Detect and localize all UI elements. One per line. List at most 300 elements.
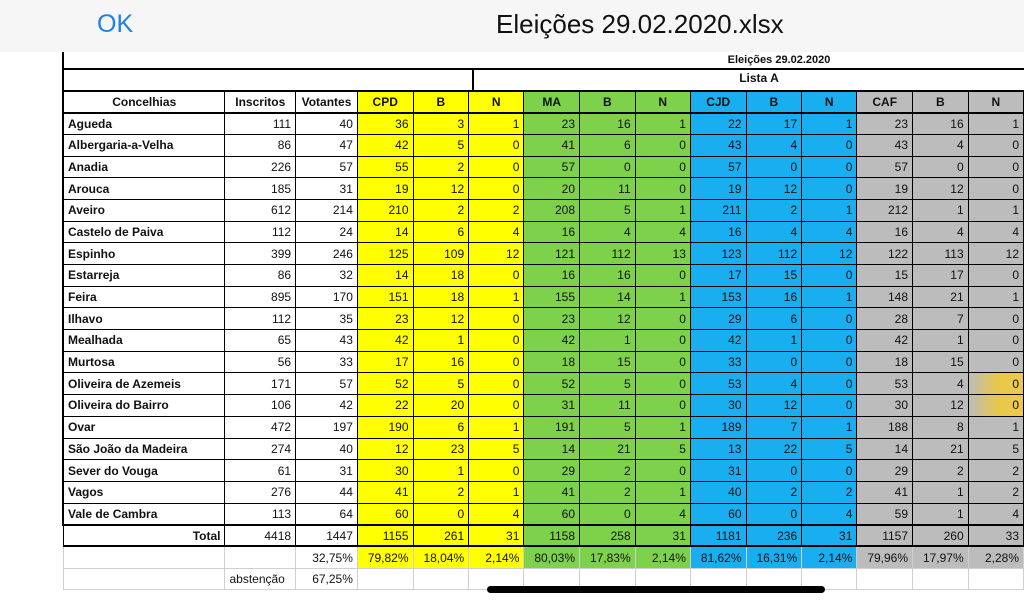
cell-ma[interactable]: 41 xyxy=(524,134,580,156)
cell-cpd-b[interactable]: 3 xyxy=(413,113,469,135)
cell-cpd-b[interactable]: 6 xyxy=(413,221,469,243)
cell-cpd-n[interactable]: 0 xyxy=(469,460,524,482)
concelhia-name[interactable]: Vagos xyxy=(63,481,225,503)
cell-cjd[interactable]: 13 xyxy=(690,438,746,460)
cell-cjd-n[interactable]: 1 xyxy=(802,199,857,221)
cell-caf-b[interactable]: 1 xyxy=(913,481,969,503)
cell-ma[interactable]: 191 xyxy=(524,416,580,438)
cell-cpd-n[interactable]: 0 xyxy=(469,156,524,178)
cell-caf-b[interactable]: 1 xyxy=(913,330,969,352)
header-cpd-b[interactable]: B xyxy=(413,91,469,113)
cell-ma-b[interactable]: 5 xyxy=(580,199,636,221)
cell-caf[interactable]: 18 xyxy=(857,351,913,373)
total-cjd-b[interactable]: 236 xyxy=(746,525,802,547)
total-caf-b[interactable]: 260 xyxy=(913,525,969,547)
cell-cjd-n[interactable]: 1 xyxy=(802,416,857,438)
cell-inscritos[interactable]: 274 xyxy=(225,438,296,460)
cell-caf-b[interactable]: 1 xyxy=(913,503,969,525)
abstention-value[interactable]: 67,25% xyxy=(296,568,358,590)
abstention-label[interactable]: abstenção xyxy=(225,568,296,590)
cell-cpd[interactable]: 14 xyxy=(357,265,413,287)
cell-cjd-b[interactable]: 0 xyxy=(746,351,802,373)
cell-cjd[interactable]: 60 xyxy=(690,503,746,525)
cell-cpd[interactable]: 23 xyxy=(357,308,413,330)
cell-ma[interactable]: 14 xyxy=(524,438,580,460)
cell-inscritos[interactable]: 226 xyxy=(225,156,296,178)
cell-caf-b[interactable]: 12 xyxy=(913,178,969,200)
cell-ma-n[interactable]: 0 xyxy=(635,265,690,287)
cell-cpd-n[interactable]: 0 xyxy=(469,265,524,287)
cell-caf-n[interactable]: 12 xyxy=(968,243,1023,265)
cell-caf-n[interactable]: 0 xyxy=(968,156,1023,178)
cell-caf[interactable]: 23 xyxy=(857,113,913,135)
concelhia-name[interactable]: Feira xyxy=(63,286,225,308)
cell-ma[interactable]: 57 xyxy=(524,156,580,178)
concelhia-name[interactable]: Ilhavo xyxy=(63,308,225,330)
cell-caf-b[interactable]: 4 xyxy=(913,221,969,243)
cell-cpd[interactable]: 210 xyxy=(357,199,413,221)
concelhia-name[interactable]: Ovar xyxy=(63,416,225,438)
cell-caf[interactable]: 53 xyxy=(857,373,913,395)
cell-cpd[interactable]: 14 xyxy=(357,221,413,243)
concelhia-name[interactable]: São João da Madeira xyxy=(63,438,225,460)
cell-ma-b[interactable]: 16 xyxy=(580,265,636,287)
cell-caf[interactable]: 16 xyxy=(857,221,913,243)
cell-ma-n[interactable]: 13 xyxy=(635,243,690,265)
cell-cjd-n[interactable]: 0 xyxy=(802,134,857,156)
cell-cpd-b[interactable]: 5 xyxy=(413,134,469,156)
cell-ma-n[interactable]: 1 xyxy=(635,481,690,503)
cell-ma-b[interactable]: 112 xyxy=(580,243,636,265)
cell-votantes[interactable]: 214 xyxy=(296,199,358,221)
total-ma-n[interactable]: 31 xyxy=(635,525,690,547)
cell-ma-b[interactable]: 5 xyxy=(580,373,636,395)
cell-cjd-b[interactable]: 1 xyxy=(746,330,802,352)
cell-cpd-n[interactable]: 0 xyxy=(469,395,524,417)
cell-ma[interactable]: 18 xyxy=(524,351,580,373)
cell-ma-n[interactable]: 0 xyxy=(635,134,690,156)
header-caf-b[interactable]: B xyxy=(913,91,969,113)
cell-cpd[interactable]: 41 xyxy=(357,481,413,503)
cell-inscritos[interactable]: 185 xyxy=(225,178,296,200)
cell-cpd-b[interactable]: 16 xyxy=(413,351,469,373)
cell-caf-n[interactable]: 0 xyxy=(968,351,1023,373)
cell-ma[interactable]: 155 xyxy=(524,286,580,308)
cell-ma[interactable]: 16 xyxy=(524,221,580,243)
cell-caf-n[interactable]: 0 xyxy=(968,178,1023,200)
cell-cjd[interactable]: 40 xyxy=(690,481,746,503)
cell-cjd-n[interactable]: 5 xyxy=(802,438,857,460)
header-inscritos[interactable]: Inscritos xyxy=(225,91,296,113)
cell-votantes[interactable]: 42 xyxy=(296,395,358,417)
percent-concelhia[interactable] xyxy=(63,546,225,568)
cell-inscritos[interactable]: 895 xyxy=(225,286,296,308)
cell-caf-n[interactable]: 4 xyxy=(968,503,1023,525)
cell-ma[interactable]: 52 xyxy=(524,373,580,395)
total-votantes[interactable]: 1447 xyxy=(296,525,358,547)
concelhia-name[interactable]: Murtosa xyxy=(63,351,225,373)
concelhia-name[interactable]: Albergaria-a-Velha xyxy=(63,134,225,156)
cell-ma-n[interactable]: 0 xyxy=(635,395,690,417)
cell-cjd[interactable]: 19 xyxy=(690,178,746,200)
cell-ma-n[interactable]: 0 xyxy=(635,373,690,395)
cell-ma[interactable]: 60 xyxy=(524,503,580,525)
cell-ma-n[interactable]: 4 xyxy=(635,221,690,243)
cell-ma[interactable]: 42 xyxy=(524,330,580,352)
cell-caf-b[interactable]: 0 xyxy=(913,156,969,178)
cell-cjd[interactable]: 57 xyxy=(690,156,746,178)
cell-inscritos[interactable]: 111 xyxy=(225,113,296,135)
cell-votantes[interactable]: 246 xyxy=(296,243,358,265)
total-cpd-b[interactable]: 261 xyxy=(413,525,469,547)
cell-cpd-n[interactable]: 1 xyxy=(469,113,524,135)
cell-cpd[interactable]: 22 xyxy=(357,395,413,417)
cell-cjd-b[interactable]: 12 xyxy=(746,178,802,200)
cell-inscritos[interactable]: 612 xyxy=(225,199,296,221)
cell-cpd[interactable]: 42 xyxy=(357,330,413,352)
cell-ma-b[interactable]: 11 xyxy=(580,178,636,200)
cell-caf-n[interactable]: 4 xyxy=(968,221,1023,243)
cell-inscritos[interactable]: 61 xyxy=(225,460,296,482)
total-cpd-n[interactable]: 31 xyxy=(469,525,524,547)
cell-ma-n[interactable]: 0 xyxy=(635,178,690,200)
concelhia-name[interactable]: Estarreja xyxy=(63,265,225,287)
concelhia-name[interactable]: Arouca xyxy=(63,178,225,200)
cell-caf[interactable]: 41 xyxy=(857,481,913,503)
cell-cjd[interactable]: 31 xyxy=(690,460,746,482)
cell-cjd-n[interactable]: 1 xyxy=(802,286,857,308)
cell-cjd-n[interactable]: 0 xyxy=(802,460,857,482)
cell-ma[interactable]: 23 xyxy=(524,113,580,135)
cell-cpd[interactable]: 42 xyxy=(357,134,413,156)
cell-ma-b[interactable]: 0 xyxy=(580,503,636,525)
cell-inscritos[interactable]: 56 xyxy=(225,351,296,373)
cell-cpd-n[interactable]: 0 xyxy=(469,351,524,373)
cell-cpd-n[interactable]: 1 xyxy=(469,481,524,503)
cell-inscritos[interactable]: 86 xyxy=(225,265,296,287)
cell-cpd-n[interactable]: 5 xyxy=(469,438,524,460)
cell-ma-b[interactable]: 2 xyxy=(580,460,636,482)
empty-cell[interactable] xyxy=(968,568,1023,590)
cell-ma-n[interactable]: 0 xyxy=(635,308,690,330)
cell-caf-n[interactable]: 5 xyxy=(968,438,1023,460)
cell-cjd-b[interactable]: 0 xyxy=(746,460,802,482)
cell-caf-n[interactable]: 1 xyxy=(968,113,1023,135)
cell-ma-b[interactable]: 2 xyxy=(580,481,636,503)
cell-caf-b[interactable]: 1 xyxy=(913,199,969,221)
cell-cpd-b[interactable]: 23 xyxy=(413,438,469,460)
cell-cjd[interactable]: 17 xyxy=(690,265,746,287)
concelhia-name[interactable]: Anadia xyxy=(63,156,225,178)
cell-caf[interactable]: 188 xyxy=(857,416,913,438)
cell-caf-n[interactable]: 0 xyxy=(968,308,1023,330)
cell-cjd-b[interactable]: 0 xyxy=(746,156,802,178)
cell-cpd-n[interactable]: 4 xyxy=(469,221,524,243)
cell-cjd[interactable]: 22 xyxy=(690,113,746,135)
cell-cpd[interactable]: 190 xyxy=(357,416,413,438)
cell-cjd-n[interactable]: 12 xyxy=(802,243,857,265)
header-ma-n[interactable]: N xyxy=(635,91,690,113)
cell-cpd[interactable]: 19 xyxy=(357,178,413,200)
cell-inscritos[interactable]: 86 xyxy=(225,134,296,156)
cell-ma-b[interactable]: 12 xyxy=(580,308,636,330)
cell-cpd[interactable]: 60 xyxy=(357,503,413,525)
cell-ma[interactable]: 23 xyxy=(524,308,580,330)
cell-cjd-b[interactable]: 4 xyxy=(746,221,802,243)
cell-cpd-n[interactable]: 0 xyxy=(469,178,524,200)
percent-caf-b[interactable]: 17,97% xyxy=(913,546,969,568)
cell-ma-b[interactable]: 5 xyxy=(580,416,636,438)
cell-ma-n[interactable]: 1 xyxy=(635,199,690,221)
cell-caf-n[interactable]: 1 xyxy=(968,286,1023,308)
cell-caf-b[interactable]: 15 xyxy=(913,351,969,373)
cell-cpd[interactable]: 17 xyxy=(357,351,413,373)
percent-ma[interactable]: 80,03% xyxy=(524,546,580,568)
empty-cell[interactable] xyxy=(63,568,225,590)
cell-ma-b[interactable]: 11 xyxy=(580,395,636,417)
empty-cell[interactable] xyxy=(413,568,469,590)
total-inscritos[interactable]: 4418 xyxy=(225,525,296,547)
cell-cjd-b[interactable]: 4 xyxy=(746,134,802,156)
cell-caf[interactable]: 43 xyxy=(857,134,913,156)
cell-caf-n[interactable]: 0 xyxy=(968,373,1023,395)
cell-inscritos[interactable]: 276 xyxy=(225,481,296,503)
cell-cjd-n[interactable]: 0 xyxy=(802,265,857,287)
concelhia-name[interactable]: Oliveira de Azemeis xyxy=(63,373,225,395)
cell-caf[interactable]: 42 xyxy=(857,330,913,352)
cell-ma-b[interactable]: 21 xyxy=(580,438,636,460)
empty-cell[interactable] xyxy=(357,568,413,590)
home-indicator[interactable] xyxy=(487,586,825,593)
cell-ma-n[interactable]: 0 xyxy=(635,330,690,352)
cell-ma[interactable]: 31 xyxy=(524,395,580,417)
header-ma[interactable]: MA xyxy=(524,91,580,113)
cell-caf-n[interactable]: 0 xyxy=(968,134,1023,156)
cell-cjd-b[interactable]: 12 xyxy=(746,395,802,417)
cell-cjd[interactable]: 53 xyxy=(690,373,746,395)
cell-cpd-b[interactable]: 2 xyxy=(413,156,469,178)
cell-cpd-n[interactable]: 0 xyxy=(469,330,524,352)
header-cjd-n[interactable]: N xyxy=(802,91,857,113)
concelhia-name[interactable]: Agueda xyxy=(63,113,225,135)
cell-votantes[interactable]: 31 xyxy=(296,460,358,482)
cell-votantes[interactable]: 57 xyxy=(296,373,358,395)
cell-votantes[interactable]: 24 xyxy=(296,221,358,243)
cell-cjd-b[interactable]: 4 xyxy=(746,373,802,395)
percent-caf[interactable]: 79,96% xyxy=(857,546,913,568)
cell-ma-b[interactable]: 14 xyxy=(580,286,636,308)
cell-cjd-n[interactable]: 0 xyxy=(802,351,857,373)
cell-caf[interactable]: 30 xyxy=(857,395,913,417)
cell-inscritos[interactable]: 171 xyxy=(225,373,296,395)
cell-caf[interactable]: 57 xyxy=(857,156,913,178)
cell-votantes[interactable]: 33 xyxy=(296,351,358,373)
cell-cjd-b[interactable]: 6 xyxy=(746,308,802,330)
cell-cjd-b[interactable]: 0 xyxy=(746,503,802,525)
cell-cpd-b[interactable]: 5 xyxy=(413,373,469,395)
cell-cpd-b[interactable]: 109 xyxy=(413,243,469,265)
cell-votantes[interactable]: 170 xyxy=(296,286,358,308)
cell-votantes[interactable]: 197 xyxy=(296,416,358,438)
cell-inscritos[interactable]: 112 xyxy=(225,308,296,330)
cell-cjd[interactable]: 30 xyxy=(690,395,746,417)
cell-votantes[interactable]: 44 xyxy=(296,481,358,503)
cell-cjd[interactable]: 42 xyxy=(690,330,746,352)
cell-cpd-b[interactable]: 20 xyxy=(413,395,469,417)
cell-caf-b[interactable]: 17 xyxy=(913,265,969,287)
cell-caf-n[interactable]: 2 xyxy=(968,460,1023,482)
header-caf-n[interactable]: N xyxy=(968,91,1023,113)
cell-cpd[interactable]: 30 xyxy=(357,460,413,482)
cell-votantes[interactable]: 64 xyxy=(296,503,358,525)
cell-votantes[interactable]: 40 xyxy=(296,438,358,460)
ok-button[interactable]: OK xyxy=(97,10,134,38)
cell-ma-n[interactable]: 4 xyxy=(635,503,690,525)
cell-caf-b[interactable]: 2 xyxy=(913,460,969,482)
cell-cjd-n[interactable]: 0 xyxy=(802,178,857,200)
cell-caf-b[interactable]: 8 xyxy=(913,416,969,438)
cell-cjd-n[interactable]: 1 xyxy=(802,113,857,135)
cell-caf[interactable]: 15 xyxy=(857,265,913,287)
cell-cpd-n[interactable]: 1 xyxy=(469,416,524,438)
cell-cjd[interactable]: 33 xyxy=(690,351,746,373)
cell-cjd[interactable]: 43 xyxy=(690,134,746,156)
cell-cpd[interactable]: 36 xyxy=(357,113,413,135)
cell-inscritos[interactable]: 65 xyxy=(225,330,296,352)
cell-cjd-b[interactable]: 16 xyxy=(746,286,802,308)
cell-caf-n[interactable]: 2 xyxy=(968,481,1023,503)
percent-cpd[interactable]: 79,82% xyxy=(357,546,413,568)
cell-ma-n[interactable]: 1 xyxy=(635,416,690,438)
cell-cpd-n[interactable]: 0 xyxy=(469,308,524,330)
cell-cjd[interactable]: 29 xyxy=(690,308,746,330)
cell-cpd-b[interactable]: 18 xyxy=(413,286,469,308)
percent-cpd-n[interactable]: 2,14% xyxy=(469,546,524,568)
cell-cpd-n[interactable]: 4 xyxy=(469,503,524,525)
percent-cjd-n[interactable]: 2,14% xyxy=(802,546,857,568)
total-caf[interactable]: 1157 xyxy=(857,525,913,547)
cell-ma-b[interactable]: 4 xyxy=(580,221,636,243)
cell-caf-b[interactable]: 21 xyxy=(913,438,969,460)
percent-cjd-b[interactable]: 16,31% xyxy=(746,546,802,568)
empty-cell[interactable] xyxy=(857,568,913,590)
header-caf[interactable]: CAF xyxy=(857,91,913,113)
cell-votantes[interactable]: 40 xyxy=(296,113,358,135)
header-cpd[interactable]: CPD xyxy=(357,91,413,113)
cell-ma-n[interactable]: 0 xyxy=(635,156,690,178)
cell-caf[interactable]: 28 xyxy=(857,308,913,330)
cell-votantes[interactable]: 57 xyxy=(296,156,358,178)
cell-cpd-n[interactable]: 12 xyxy=(469,243,524,265)
header-cpd-n[interactable]: N xyxy=(469,91,524,113)
cell-caf[interactable]: 19 xyxy=(857,178,913,200)
cell-inscritos[interactable]: 106 xyxy=(225,395,296,417)
cell-inscritos[interactable]: 112 xyxy=(225,221,296,243)
cell-caf[interactable]: 122 xyxy=(857,243,913,265)
cell-cjd-b[interactable]: 112 xyxy=(746,243,802,265)
cell-cpd-b[interactable]: 1 xyxy=(413,330,469,352)
total-ma-b[interactable]: 258 xyxy=(580,525,636,547)
cell-votantes[interactable]: 47 xyxy=(296,134,358,156)
cell-cpd-n[interactable]: 2 xyxy=(469,199,524,221)
percent-cpd-b[interactable]: 18,04% xyxy=(413,546,469,568)
cell-caf[interactable]: 148 xyxy=(857,286,913,308)
header-ma-b[interactable]: B xyxy=(580,91,636,113)
percent-caf-n[interactable]: 2,28% xyxy=(968,546,1023,568)
cell-caf-b[interactable]: 12 xyxy=(913,395,969,417)
cell-ma[interactable]: 121 xyxy=(524,243,580,265)
cell-cjd-n[interactable]: 0 xyxy=(802,156,857,178)
cell-cjd-b[interactable]: 7 xyxy=(746,416,802,438)
cell-ma[interactable]: 20 xyxy=(524,178,580,200)
cell-ma-b[interactable]: 16 xyxy=(580,113,636,135)
concelhia-name[interactable]: Espinho xyxy=(63,243,225,265)
cell-cpd[interactable]: 52 xyxy=(357,373,413,395)
cell-cpd-b[interactable]: 0 xyxy=(413,503,469,525)
cell-caf-n[interactable]: 0 xyxy=(968,265,1023,287)
cell-ma-n[interactable]: 1 xyxy=(635,286,690,308)
cell-cpd-b[interactable]: 12 xyxy=(413,308,469,330)
concelhia-name[interactable]: Castelo de Paiva xyxy=(63,221,225,243)
cell-caf-b[interactable]: 4 xyxy=(913,134,969,156)
header-cjd[interactable]: CJD xyxy=(690,91,746,113)
cell-cjd-b[interactable]: 22 xyxy=(746,438,802,460)
cell-cjd[interactable]: 123 xyxy=(690,243,746,265)
cell-ma-n[interactable]: 0 xyxy=(635,351,690,373)
cell-cpd-b[interactable]: 2 xyxy=(413,199,469,221)
percent-ma-n[interactable]: 2,14% xyxy=(635,546,690,568)
cell-cjd-n[interactable]: 0 xyxy=(802,373,857,395)
cell-caf[interactable]: 14 xyxy=(857,438,913,460)
cell-cjd[interactable]: 211 xyxy=(690,199,746,221)
cell-cjd-n[interactable]: 0 xyxy=(802,330,857,352)
concelhia-name[interactable]: Mealhada xyxy=(63,330,225,352)
cell-cjd-n[interactable]: 0 xyxy=(802,308,857,330)
cell-ma-b[interactable]: 6 xyxy=(580,134,636,156)
cell-inscritos[interactable]: 472 xyxy=(225,416,296,438)
cell-cpd[interactable]: 125 xyxy=(357,243,413,265)
concelhia-name[interactable]: Aveiro xyxy=(63,199,225,221)
cell-caf[interactable]: 59 xyxy=(857,503,913,525)
cell-cjd[interactable]: 189 xyxy=(690,416,746,438)
percent-ma-b[interactable]: 17,83% xyxy=(580,546,636,568)
cell-cpd[interactable]: 151 xyxy=(357,286,413,308)
cell-cjd-n[interactable]: 4 xyxy=(802,503,857,525)
cell-caf-n[interactable]: 0 xyxy=(968,330,1023,352)
cell-cjd-b[interactable]: 2 xyxy=(746,481,802,503)
cell-cjd[interactable]: 16 xyxy=(690,221,746,243)
empty-cell[interactable] xyxy=(913,568,969,590)
cell-inscritos[interactable]: 399 xyxy=(225,243,296,265)
cell-cjd-b[interactable]: 15 xyxy=(746,265,802,287)
cell-cpd-n[interactable]: 0 xyxy=(469,134,524,156)
cell-caf-b[interactable]: 21 xyxy=(913,286,969,308)
cell-cpd-n[interactable]: 1 xyxy=(469,286,524,308)
cell-cpd-b[interactable]: 6 xyxy=(413,416,469,438)
cell-cjd[interactable]: 153 xyxy=(690,286,746,308)
cell-cpd[interactable]: 12 xyxy=(357,438,413,460)
cell-cjd-b[interactable]: 17 xyxy=(746,113,802,135)
cell-cjd-n[interactable]: 2 xyxy=(802,481,857,503)
spreadsheet[interactable] xyxy=(0,52,1024,606)
cell-caf-b[interactable]: 16 xyxy=(913,113,969,135)
cell-ma-n[interactable]: 1 xyxy=(635,113,690,135)
cell-votantes[interactable]: 32 xyxy=(296,265,358,287)
cell-caf-b[interactable]: 4 xyxy=(913,373,969,395)
cell-caf-n[interactable]: 1 xyxy=(968,199,1023,221)
cell-ma[interactable]: 208 xyxy=(524,199,580,221)
header-cjd-b[interactable]: B xyxy=(746,91,802,113)
